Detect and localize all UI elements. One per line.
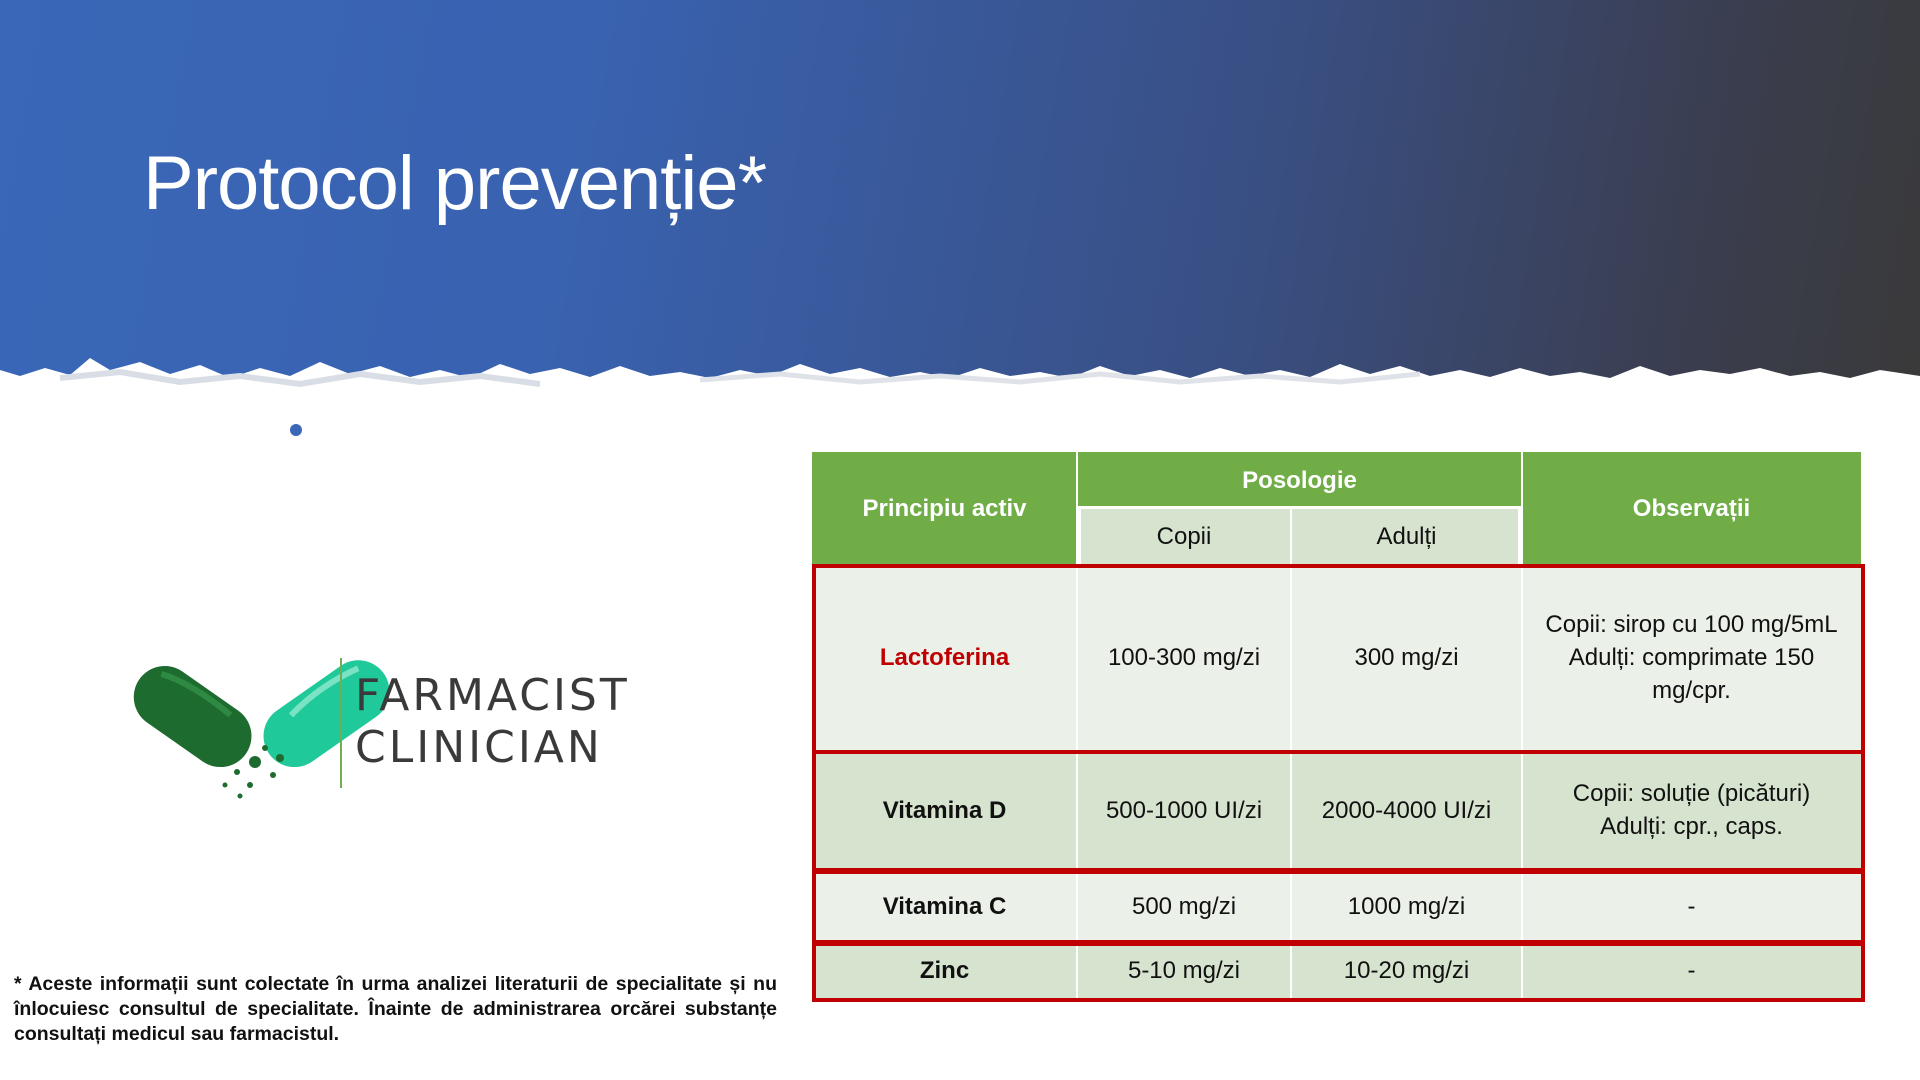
highlight-box-vitamina-c (812, 870, 1865, 944)
row-vitamina-c-obs: - (1522, 870, 1861, 942)
slide-title: Protocol prevenție* (143, 141, 767, 226)
row-vitamina-d-obs: Copii: soluție (picături) Adulți: cpr., caps. (1522, 750, 1861, 870)
highlight-box-lactoferina (812, 564, 1865, 754)
grid-line (1077, 508, 1081, 564)
row-zinc-copii: 5-10 mg/zi (1077, 942, 1291, 998)
row-vitamina-c-name: Vitamina C (812, 870, 1077, 942)
highlight-box-zinc (812, 942, 1865, 1002)
logo-divider (340, 658, 342, 788)
header-adulti: Adulți (1291, 508, 1522, 564)
header-posologie: Posologie (1077, 452, 1522, 508)
row-zinc-adulti: 10-20 mg/zi (1291, 942, 1522, 998)
row-lactoferina-obs: Copii: sirop cu 100 mg/5mL Adulți: comprimate 150 mg/cpr. (1522, 564, 1861, 750)
grid-line (1077, 506, 1522, 509)
row-vitamina-d-name: Vitamina D (812, 750, 1077, 870)
row-zinc-obs: - (1522, 942, 1861, 998)
row-zinc-name: Zinc (812, 942, 1077, 998)
row-vitamina-d-adulti: 2000-4000 UI/zi (1291, 750, 1522, 870)
torn-paper-edge (0, 350, 1920, 460)
header-observatii: Observații (1522, 452, 1861, 564)
row-vitamina-c-copii: 500 mg/zi (1077, 870, 1291, 942)
row-lactoferina-adulti: 300 mg/zi (1291, 564, 1522, 750)
row-lactoferina-name: Lactoferina (812, 564, 1077, 750)
grid-line (1518, 508, 1522, 564)
row-lactoferina-copii: 100-300 mg/zi (1077, 564, 1291, 750)
highlight-box-vitamina-d (812, 750, 1865, 872)
logo-line-2: CLINICIAN (355, 722, 603, 773)
logo-text (355, 670, 630, 774)
logo-line-1: FARMACIST (355, 670, 630, 721)
row-vitamina-d-copii: 500-1000 UI/zi (1077, 750, 1291, 870)
footnote: * Aceste informații sunt colectate în urma analizei literaturii de specialitate și nu înlocuiesc consultul de specialitate. Înainte de administrarea orcărei substanțe consultați medicul sau farmacistul. (14, 973, 777, 1045)
header-copii: Copii (1077, 508, 1291, 564)
header-principiu-activ: Principiu activ (812, 452, 1077, 564)
row-vitamina-c-adulti: 1000 mg/zi (1291, 870, 1522, 942)
